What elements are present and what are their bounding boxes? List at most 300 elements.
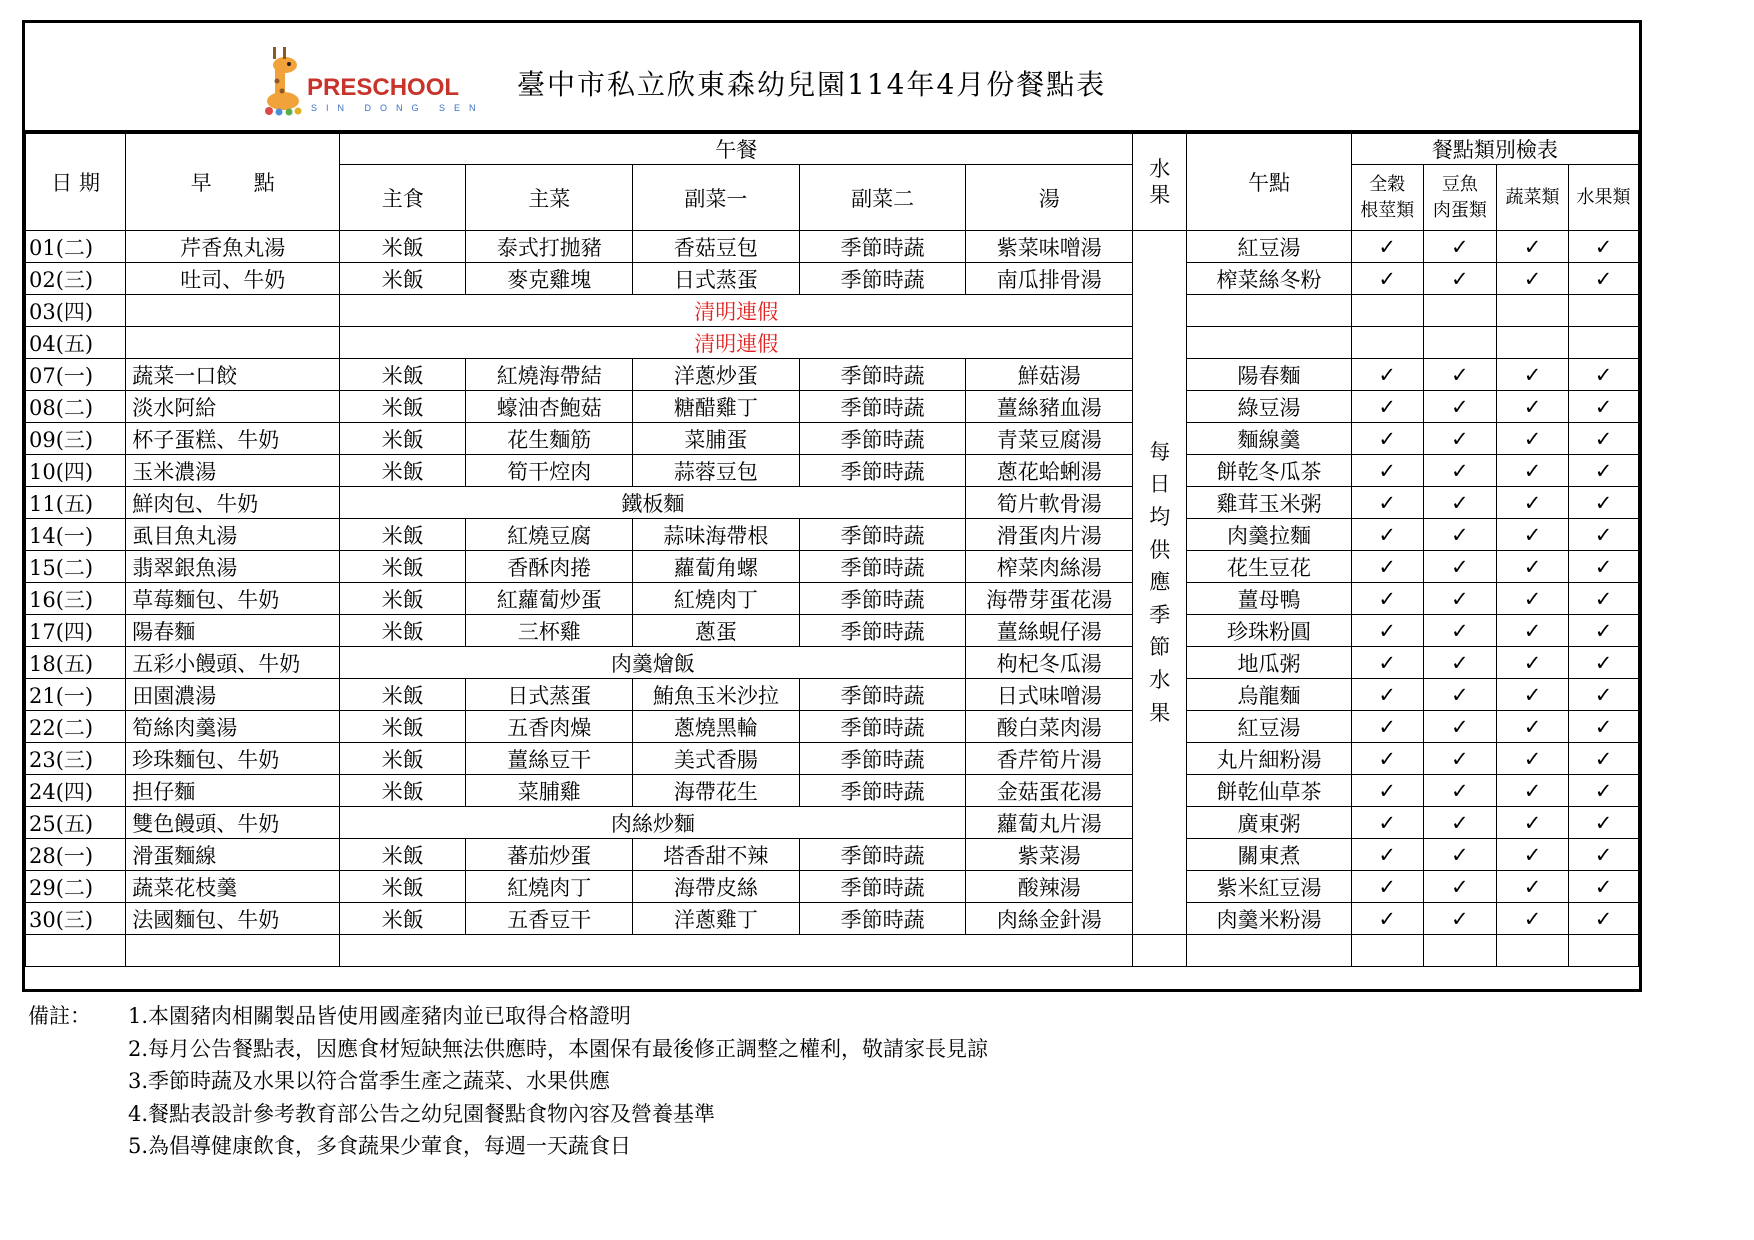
soup-cell: 紫菜味噌湯 xyxy=(966,231,1133,263)
snack-cell: 烏龍麵 xyxy=(1187,679,1351,711)
header xyxy=(25,23,1639,133)
snack-cell: 綠豆湯 xyxy=(1187,391,1351,423)
date-cell: 28(一) xyxy=(26,839,126,871)
header-side-dish-2: 副菜二 xyxy=(799,165,966,231)
staple-cell: 米飯 xyxy=(340,423,466,455)
check-grain-cell xyxy=(1351,935,1423,967)
check-fruit-cell xyxy=(1569,295,1639,327)
date-cell: 29(二) xyxy=(26,871,126,903)
check-veg-cell xyxy=(1496,327,1568,359)
check-fruit-cell: ✓ xyxy=(1569,679,1639,711)
check-grain-cell: ✓ xyxy=(1351,871,1423,903)
check-fruit-cell: ✓ xyxy=(1569,903,1639,935)
date-cell: 25(五) xyxy=(26,807,126,839)
check-veg-cell xyxy=(1496,935,1568,967)
table-row xyxy=(26,551,1639,583)
check-veg-cell: ✓ xyxy=(1496,455,1568,487)
snack-cell: 肉羹拉麵 xyxy=(1187,519,1351,551)
header-main-dish: 主菜 xyxy=(466,165,633,231)
snack-cell xyxy=(1187,295,1351,327)
lunch-combined-cell: 肉羹燴飯 xyxy=(340,647,966,679)
staple-cell: 米飯 xyxy=(340,871,466,903)
side-dish-2-cell: 季節時蔬 xyxy=(799,359,966,391)
main-dish-cell: 紅燒海帶結 xyxy=(466,359,633,391)
main-dish-cell: 紅燒豆腐 xyxy=(466,519,633,551)
check-fruit-cell: ✓ xyxy=(1569,231,1639,263)
date-cell: 16(三) xyxy=(26,583,126,615)
staple-cell: 米飯 xyxy=(340,455,466,487)
lunch-combined-cell: 鐵板麵 xyxy=(340,487,966,519)
check-fruit-cell: ✓ xyxy=(1569,519,1639,551)
check-grain-cell: ✓ xyxy=(1351,519,1423,551)
date-cell: 10(四) xyxy=(26,455,126,487)
check-grain-cell: ✓ xyxy=(1351,359,1423,391)
check-fruit-cell: ✓ xyxy=(1569,647,1639,679)
main-dish-cell: 蕃茄炒蛋 xyxy=(466,839,633,871)
side-dish-1-cell: 蘿蔔角螺 xyxy=(633,551,800,583)
note-item: 1.本園豬肉相關製品皆使用國產豬肉並已取得合格證明 xyxy=(128,1004,632,1028)
header-snack: 午點 xyxy=(1187,134,1351,231)
check-fruit-cell: ✓ xyxy=(1569,359,1639,391)
check-fruit-cell: ✓ xyxy=(1569,263,1639,295)
check-protein-cell xyxy=(1423,935,1496,967)
check-protein-cell: ✓ xyxy=(1423,551,1496,583)
breakfast-cell: 虱目魚丸湯 xyxy=(126,519,340,551)
side-dish-2-cell: 季節時蔬 xyxy=(799,839,966,871)
snack-cell: 雞茸玉米粥 xyxy=(1187,487,1351,519)
staple-cell: 米飯 xyxy=(340,583,466,615)
date-cell: 18(五) xyxy=(26,647,126,679)
header-category-check: 餐點類別檢表 xyxy=(1351,134,1638,165)
breakfast-cell: 翡翠銀魚湯 xyxy=(126,551,340,583)
side-dish-2-cell: 季節時蔬 xyxy=(799,391,966,423)
check-grain-cell: ✓ xyxy=(1351,391,1423,423)
table-row xyxy=(26,903,1639,935)
staple-cell: 米飯 xyxy=(340,263,466,295)
snack-cell: 陽春麵 xyxy=(1187,359,1351,391)
table-row xyxy=(26,487,1639,519)
snack-cell: 紫米紅豆湯 xyxy=(1187,871,1351,903)
check-protein-cell: ✓ xyxy=(1423,231,1496,263)
page-title: 臺中市私立欣東森幼兒園114年4月份餐點表 xyxy=(517,68,1107,101)
side-dish-1-cell: 洋蔥雞丁 xyxy=(633,903,800,935)
staple-cell: 米飯 xyxy=(340,231,466,263)
check-grain-cell: ✓ xyxy=(1351,615,1423,647)
table-row xyxy=(26,935,1639,967)
side-dish-2-cell: 季節時蔬 xyxy=(799,903,966,935)
side-dish-1-cell: 塔香甜不辣 xyxy=(633,839,800,871)
check-veg-cell: ✓ xyxy=(1496,903,1568,935)
soup-cell: 金菇蛋花湯 xyxy=(966,775,1133,807)
check-fruit-cell: ✓ xyxy=(1569,487,1639,519)
table-row xyxy=(26,743,1639,775)
date-cell: 17(四) xyxy=(26,615,126,647)
check-fruit-cell xyxy=(1569,935,1639,967)
main-dish-cell: 花生麵筋 xyxy=(466,423,633,455)
check-protein-cell: ✓ xyxy=(1423,263,1496,295)
staple-cell: 米飯 xyxy=(340,711,466,743)
side-dish-2-cell: 季節時蔬 xyxy=(799,871,966,903)
breakfast-cell: 鮮肉包、牛奶 xyxy=(126,487,340,519)
soup-cell: 薑絲豬血湯 xyxy=(966,391,1133,423)
soup-cell: 蘿蔔丸片湯 xyxy=(966,807,1133,839)
check-grain-cell: ✓ xyxy=(1351,679,1423,711)
breakfast-cell: 陽春麵 xyxy=(126,615,340,647)
check-protein-cell: ✓ xyxy=(1423,391,1496,423)
side-dish-2-cell: 季節時蔬 xyxy=(799,583,966,615)
date-cell: 24(四) xyxy=(26,775,126,807)
menu-frame xyxy=(22,20,1642,992)
breakfast-cell: 田園濃湯 xyxy=(126,679,340,711)
note-item: 5.為倡導健康飲食，多食蔬果少葷食，每週一天蔬食日 xyxy=(128,1134,632,1158)
breakfast-cell xyxy=(126,935,340,967)
main-dish-cell: 薑絲豆干 xyxy=(466,743,633,775)
breakfast-cell: 吐司、牛奶 xyxy=(126,263,340,295)
breakfast-cell: 滑蛋麵線 xyxy=(126,839,340,871)
breakfast-cell: 玉米濃湯 xyxy=(126,455,340,487)
check-protein-cell: ✓ xyxy=(1423,743,1496,775)
note-item: 2.每月公告餐點表，因應食材短缺無法供應時，本園保有最後修正調整之權利，敬請家長見諒 xyxy=(128,1036,989,1061)
note-item: 4.餐點表設計參考教育部公告之幼兒園餐點食物內容及營養基準 xyxy=(128,1101,716,1126)
breakfast-cell: 芹香魚丸湯 xyxy=(126,231,340,263)
table-row xyxy=(26,263,1639,295)
main-dish-cell: 麥克雞塊 xyxy=(466,263,633,295)
check-protein-cell: ✓ xyxy=(1423,679,1496,711)
soup-cell: 蔥花蛤蜊湯 xyxy=(966,455,1133,487)
snack-cell: 薑母鴨 xyxy=(1187,583,1351,615)
check-fruit-cell: ✓ xyxy=(1569,743,1639,775)
check-veg-cell: ✓ xyxy=(1496,359,1568,391)
date-cell: 11(五) xyxy=(26,487,126,519)
check-protein-cell: ✓ xyxy=(1423,615,1496,647)
preschool-logo xyxy=(263,37,493,117)
snack-cell: 關東煮 xyxy=(1187,839,1351,871)
snack-cell: 珍珠粉圓 xyxy=(1187,615,1351,647)
check-protein-cell xyxy=(1423,327,1496,359)
table-row xyxy=(26,295,1639,327)
check-grain-cell xyxy=(1351,327,1423,359)
side-dish-2-cell: 季節時蔬 xyxy=(799,775,966,807)
main-dish-cell: 日式蒸蛋 xyxy=(466,679,633,711)
check-fruit-cell: ✓ xyxy=(1569,391,1639,423)
snack-cell: 地瓜粥 xyxy=(1187,647,1351,679)
date-cell: 09(三) xyxy=(26,423,126,455)
soup-cell: 滑蛋肉片湯 xyxy=(966,519,1133,551)
snack-cell: 榨菜絲冬粉 xyxy=(1187,263,1351,295)
side-dish-1-cell: 蒜味海帶根 xyxy=(633,519,800,551)
date-cell: 22(二) xyxy=(26,711,126,743)
side-dish-1-cell: 蔥蛋 xyxy=(633,615,800,647)
side-dish-1-cell: 香菇豆包 xyxy=(633,231,800,263)
soup-cell: 青菜豆腐湯 xyxy=(966,423,1133,455)
header-lunch: 午餐 xyxy=(340,134,1133,165)
soup-cell: 榨菜肉絲湯 xyxy=(966,551,1133,583)
header-cat-grain: 全穀 根莖類 xyxy=(1351,165,1423,231)
check-grain-cell xyxy=(1351,295,1423,327)
check-veg-cell: ✓ xyxy=(1496,871,1568,903)
breakfast-cell: 珍珠麵包、牛奶 xyxy=(126,743,340,775)
breakfast-cell xyxy=(126,327,340,359)
header-side-dish-1: 副菜一 xyxy=(633,165,800,231)
breakfast-cell: 蔬菜花枝羹 xyxy=(126,871,340,903)
check-fruit-cell: ✓ xyxy=(1569,615,1639,647)
check-grain-cell: ✓ xyxy=(1351,647,1423,679)
breakfast-cell: 草莓麵包、牛奶 xyxy=(126,583,340,615)
soup-cell: 南瓜排骨湯 xyxy=(966,263,1133,295)
lunch-combined-cell: 肉絲炒麵 xyxy=(340,807,966,839)
soup-cell: 香芹筍片湯 xyxy=(966,743,1133,775)
check-veg-cell xyxy=(1496,295,1568,327)
check-fruit-cell: ✓ xyxy=(1569,871,1639,903)
side-dish-1-cell: 美式香腸 xyxy=(633,743,800,775)
side-dish-1-cell: 日式蒸蛋 xyxy=(633,263,800,295)
snack-cell: 餅乾仙草茶 xyxy=(1187,775,1351,807)
check-veg-cell: ✓ xyxy=(1496,391,1568,423)
side-dish-2-cell: 季節時蔬 xyxy=(799,455,966,487)
snack-cell: 紅豆湯 xyxy=(1187,231,1351,263)
snack-cell: 花生豆花 xyxy=(1187,551,1351,583)
logo-text: PRESCHOOL xyxy=(307,74,460,101)
main-dish-cell: 泰式打拋豬 xyxy=(466,231,633,263)
soup-cell: 酸辣湯 xyxy=(966,871,1133,903)
breakfast-cell: 法國麵包、牛奶 xyxy=(126,903,340,935)
date-cell: 14(一) xyxy=(26,519,126,551)
check-grain-cell: ✓ xyxy=(1351,711,1423,743)
check-grain-cell: ✓ xyxy=(1351,743,1423,775)
staple-cell: 米飯 xyxy=(340,839,466,871)
table-row xyxy=(26,647,1639,679)
staple-cell: 米飯 xyxy=(340,615,466,647)
soup-cell: 酸白菜肉湯 xyxy=(966,711,1133,743)
table-row xyxy=(26,775,1639,807)
check-veg-cell: ✓ xyxy=(1496,711,1568,743)
check-protein-cell: ✓ xyxy=(1423,583,1496,615)
soup-cell: 筍片軟骨湯 xyxy=(966,487,1133,519)
breakfast-cell: 担仔麵 xyxy=(126,775,340,807)
soup-cell: 日式味噌湯 xyxy=(966,679,1133,711)
check-protein-cell xyxy=(1423,295,1496,327)
holiday-cell: 清明連假 xyxy=(340,327,1133,359)
check-protein-cell: ✓ xyxy=(1423,359,1496,391)
header-date: 日 期 xyxy=(26,134,126,231)
staple-cell: 米飯 xyxy=(340,519,466,551)
date-cell: 01(二) xyxy=(26,231,126,263)
date-cell: 02(三) xyxy=(26,263,126,295)
table-row xyxy=(26,455,1639,487)
side-dish-1-cell: 菜脯蛋 xyxy=(633,423,800,455)
check-protein-cell: ✓ xyxy=(1423,711,1496,743)
snack-cell xyxy=(1187,935,1351,967)
table-row xyxy=(26,679,1639,711)
breakfast-cell: 雙色饅頭、牛奶 xyxy=(126,807,340,839)
soup-cell: 薑絲蜆仔湯 xyxy=(966,615,1133,647)
check-veg-cell: ✓ xyxy=(1496,647,1568,679)
breakfast-cell xyxy=(126,295,340,327)
staple-cell: 米飯 xyxy=(340,775,466,807)
snack-cell: 麵線羹 xyxy=(1187,423,1351,455)
soup-cell: 海帶芽蛋花湯 xyxy=(966,583,1133,615)
check-grain-cell: ✓ xyxy=(1351,423,1423,455)
staple-cell: 米飯 xyxy=(340,903,466,935)
check-veg-cell: ✓ xyxy=(1496,423,1568,455)
breakfast-cell: 筍絲肉羹湯 xyxy=(126,711,340,743)
check-veg-cell: ✓ xyxy=(1496,775,1568,807)
check-fruit-cell: ✓ xyxy=(1569,455,1639,487)
table-row xyxy=(26,423,1639,455)
check-veg-cell: ✓ xyxy=(1496,807,1568,839)
main-dish-cell: 紅燒肉丁 xyxy=(466,871,633,903)
table-row xyxy=(26,519,1639,551)
side-dish-2-cell: 季節時蔬 xyxy=(799,551,966,583)
date-cell: 15(二) xyxy=(26,551,126,583)
side-dish-1-cell: 洋蔥炒蛋 xyxy=(633,359,800,391)
note-item: 3.季節時蔬及水果以符合當季生產之蔬菜、水果供應 xyxy=(128,1069,611,1093)
notes-list xyxy=(128,1000,988,1163)
staple-cell: 米飯 xyxy=(340,743,466,775)
breakfast-cell: 蔬菜一口餃 xyxy=(126,359,340,391)
header-staple: 主食 xyxy=(340,165,466,231)
check-protein-cell: ✓ xyxy=(1423,487,1496,519)
date-cell: 04(五) xyxy=(26,327,126,359)
giraffe-icon xyxy=(265,47,302,116)
table-row xyxy=(26,615,1639,647)
main-dish-cell: 三杯雞 xyxy=(466,615,633,647)
check-grain-cell: ✓ xyxy=(1351,455,1423,487)
table-row xyxy=(26,359,1639,391)
side-dish-2-cell: 季節時蔬 xyxy=(799,231,966,263)
check-protein-cell: ✓ xyxy=(1423,519,1496,551)
date-cell: 07(一) xyxy=(26,359,126,391)
date-cell: 03(四) xyxy=(26,295,126,327)
check-fruit-cell: ✓ xyxy=(1569,839,1639,871)
date-cell: 30(三) xyxy=(26,903,126,935)
side-dish-2-cell: 季節時蔬 xyxy=(799,679,966,711)
snack-cell: 餅乾冬瓜茶 xyxy=(1187,455,1351,487)
date-cell: 08(二) xyxy=(26,391,126,423)
fruit-cell xyxy=(1133,231,1187,935)
check-fruit-cell xyxy=(1569,327,1639,359)
main-dish-cell: 五香肉燥 xyxy=(466,711,633,743)
lunch-empty-cell xyxy=(340,935,1133,967)
main-dish-cell: 筍干焢肉 xyxy=(466,455,633,487)
table-row xyxy=(26,231,1639,263)
check-veg-cell: ✓ xyxy=(1496,839,1568,871)
side-dish-1-cell: 蔥燒黑輪 xyxy=(633,711,800,743)
header-fruit-text: 水果 xyxy=(1149,157,1171,207)
soup-cell: 肉絲金針湯 xyxy=(966,903,1133,935)
check-protein-cell: ✓ xyxy=(1423,839,1496,871)
check-protein-cell: ✓ xyxy=(1423,807,1496,839)
header-soup: 湯 xyxy=(966,165,1133,231)
table-row xyxy=(26,327,1639,359)
side-dish-1-cell: 糖醋雞丁 xyxy=(633,391,800,423)
check-veg-cell: ✓ xyxy=(1496,231,1568,263)
check-grain-cell: ✓ xyxy=(1351,487,1423,519)
check-protein-cell: ✓ xyxy=(1423,455,1496,487)
check-fruit-cell: ✓ xyxy=(1569,583,1639,615)
soup-cell: 鮮菇湯 xyxy=(966,359,1133,391)
check-grain-cell: ✓ xyxy=(1351,583,1423,615)
snack-cell xyxy=(1187,327,1351,359)
main-dish-cell: 菜脯雞 xyxy=(466,775,633,807)
menu-table xyxy=(25,133,1639,967)
header-cat-fruit: 水果類 xyxy=(1569,165,1639,231)
notes-label: 備註： xyxy=(28,1004,91,1028)
check-fruit-cell: ✓ xyxy=(1569,807,1639,839)
check-veg-cell: ✓ xyxy=(1496,583,1568,615)
header-breakfast: 早 點 xyxy=(126,134,340,231)
check-grain-cell: ✓ xyxy=(1351,839,1423,871)
check-fruit-cell: ✓ xyxy=(1569,775,1639,807)
main-dish-cell: 紅蘿蔔炒蛋 xyxy=(466,583,633,615)
table-row xyxy=(26,807,1639,839)
staple-cell: 米飯 xyxy=(340,391,466,423)
main-dish-cell: 五香豆干 xyxy=(466,903,633,935)
table-row xyxy=(26,583,1639,615)
menu-body xyxy=(26,231,1639,967)
header-cat-veg: 蔬菜類 xyxy=(1496,165,1568,231)
side-dish-1-cell: 蒜蓉豆包 xyxy=(633,455,800,487)
date-cell: 21(一) xyxy=(26,679,126,711)
staple-cell: 米飯 xyxy=(340,551,466,583)
breakfast-cell: 五彩小饅頭、牛奶 xyxy=(126,647,340,679)
header-cat-protein: 豆魚 肉蛋類 xyxy=(1423,165,1496,231)
staple-cell: 米飯 xyxy=(340,359,466,391)
main-dish-cell: 蠔油杏鮑菇 xyxy=(466,391,633,423)
fruit-cell-empty xyxy=(1133,935,1187,967)
table-row xyxy=(26,839,1639,871)
check-grain-cell: ✓ xyxy=(1351,263,1423,295)
fruit-note: 每日均供應季節水果 xyxy=(1149,439,1171,725)
side-dish-2-cell: 季節時蔬 xyxy=(799,743,966,775)
snack-cell: 肉羹米粉湯 xyxy=(1187,903,1351,935)
side-dish-1-cell: 鮪魚玉米沙拉 xyxy=(633,679,800,711)
table-row xyxy=(26,871,1639,903)
side-dish-2-cell: 季節時蔬 xyxy=(799,263,966,295)
breakfast-cell: 杯子蛋糕、牛奶 xyxy=(126,423,340,455)
side-dish-2-cell: 季節時蔬 xyxy=(799,711,966,743)
side-dish-1-cell: 紅燒肉丁 xyxy=(633,583,800,615)
staple-cell: 米飯 xyxy=(340,679,466,711)
soup-cell: 紫菜湯 xyxy=(966,839,1133,871)
side-dish-2-cell: 季節時蔬 xyxy=(799,423,966,455)
check-grain-cell: ✓ xyxy=(1351,231,1423,263)
snack-cell: 丸片細粉湯 xyxy=(1187,743,1351,775)
check-protein-cell: ✓ xyxy=(1423,903,1496,935)
holiday-cell: 清明連假 xyxy=(340,295,1133,327)
table-row xyxy=(26,391,1639,423)
side-dish-1-cell: 海帶皮絲 xyxy=(633,871,800,903)
check-protein-cell: ✓ xyxy=(1423,775,1496,807)
main-dish-cell: 香酥肉捲 xyxy=(466,551,633,583)
check-veg-cell: ✓ xyxy=(1496,487,1568,519)
check-fruit-cell: ✓ xyxy=(1569,423,1639,455)
date-cell xyxy=(26,935,126,967)
check-veg-cell: ✓ xyxy=(1496,519,1568,551)
check-grain-cell: ✓ xyxy=(1351,807,1423,839)
header-fruit xyxy=(1133,134,1187,231)
snack-cell: 紅豆湯 xyxy=(1187,711,1351,743)
check-veg-cell: ✓ xyxy=(1496,679,1568,711)
check-protein-cell: ✓ xyxy=(1423,871,1496,903)
check-veg-cell: ✓ xyxy=(1496,551,1568,583)
breakfast-cell: 淡水阿給 xyxy=(126,391,340,423)
check-veg-cell: ✓ xyxy=(1496,263,1568,295)
snack-cell: 廣東粥 xyxy=(1187,807,1351,839)
check-protein-cell: ✓ xyxy=(1423,647,1496,679)
check-veg-cell: ✓ xyxy=(1496,615,1568,647)
side-dish-2-cell: 季節時蔬 xyxy=(799,615,966,647)
